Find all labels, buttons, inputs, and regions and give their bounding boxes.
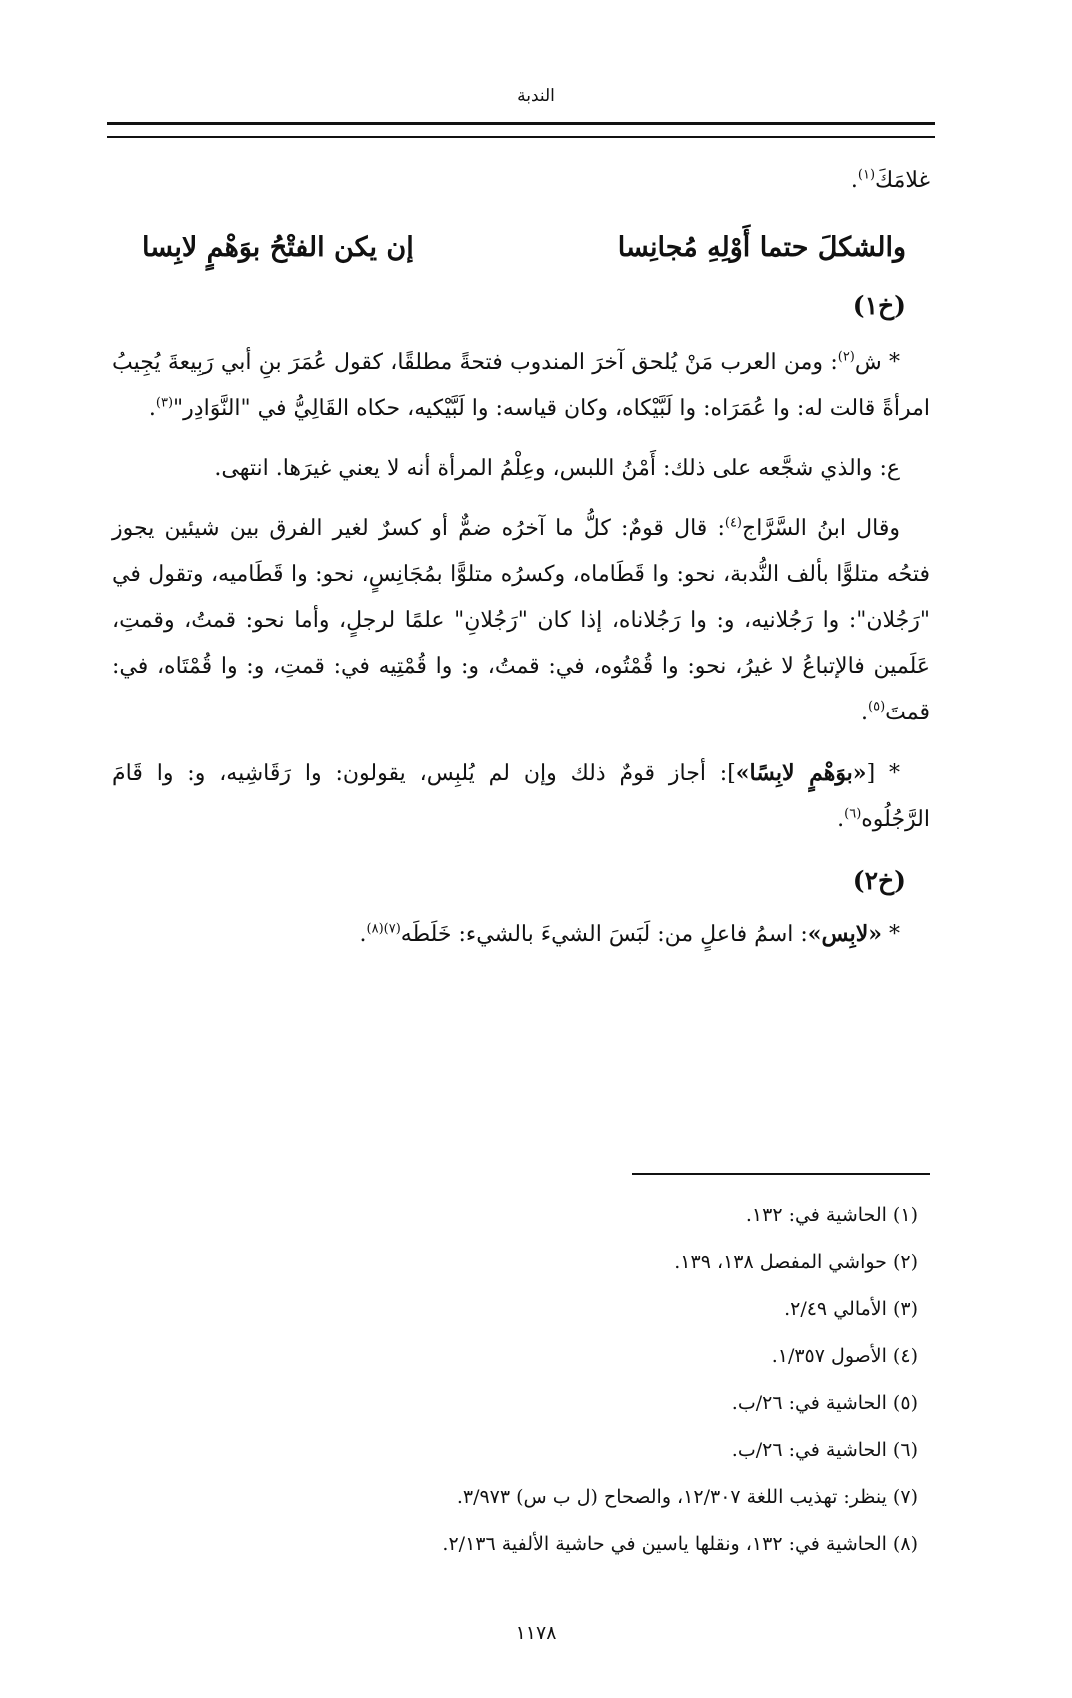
footnote: (٧) ينظر: تهذيب اللغة ١٢/٣٠٧، والصحاح (ل ب س) ٣/٩٧٣. (456, 1486, 918, 1508)
opening-word: غلامَكَ (875, 168, 930, 193)
verse-hemistich-first: والشكلَ حتما أَوْلِهِ مُجانِسا (617, 232, 906, 263)
paragraph-text: : اسمُ فاعلٍ من: لَبَسَ الشيءَ بالشيء: خَلَطَه (400, 922, 808, 947)
header-rule-thin (107, 136, 935, 138)
footnotes (112, 1192, 930, 1568)
manuscript-code: (خ٢) (852, 866, 906, 895)
footnote-ref: (٥) (868, 699, 886, 715)
punct: . (359, 922, 367, 947)
footnote: (٨) الحاشية في: ١٣٢، ونقلها ياسين في حاشية الألفية ٢/١٣٦. (442, 1533, 918, 1555)
opening-line (112, 158, 930, 204)
footnote: (١) الحاشية في: ١٣٢. (745, 1204, 918, 1226)
manuscript-code: (خ١) (852, 291, 906, 320)
paragraph-prefix: * [ (866, 761, 901, 786)
footnote-ref: (٢) (837, 349, 855, 365)
punct: . (861, 700, 869, 725)
footnote-ref: (٣) (155, 395, 174, 411)
footnote: (٢) حواشي المفصل ١٣٨، ١٣٩. (674, 1251, 918, 1273)
paragraph-text: : قال قومٌ: كلُّ ما آخرُه ضمٌّ أو كسرٌ لغير الفرق بين شيئين يجوز فتحُه متلوًّا بألف النُّدبة، نحو: وا قَطَاماه، وكسرُه متلوًّا بمُجَانِسٍ، نحو: وا قَطَاميه، وتقول في "رَجُلان": وا رَجُلانيه، و: وا رَجُلاناه، إذا كان "رَجُلانِ" علمًا لرجلٍ، وأما نحو: قمتُ، وقمتِ، عَلَمين فالإتباعُ لا غيرُ، نحو: وا قُمْتُوه، في: قمتُ، و: وا قُمْتِيه في: قمتِ، و: وا قُمْتَاه، في: قمتَ (112, 516, 930, 725)
footnote: (٣) الأمالي ٢/٤٩. (784, 1298, 918, 1320)
paragraph-lemma-2 (112, 911, 930, 958)
running-header: الندبة (517, 86, 555, 106)
punct: . (148, 396, 156, 421)
footnote-separator (632, 1173, 930, 1175)
footnote: (٤) الأصول ١/٣٥٧. (771, 1345, 918, 1367)
punct: . (837, 807, 845, 832)
main-text (112, 158, 930, 972)
paragraph-sharh (112, 340, 930, 432)
paragraph-prefix: * (882, 922, 900, 947)
paragraph-text: ]: أجاز قومٌ ذلك وإن لم يُلبِس، يقولون: وا رَقَاشِيه، و: وا قَامَ الرَّجُلُوه (112, 761, 930, 832)
paragraph-ain: ع: والذي شجَّعه على ذلك: أَمْنُ اللبس، وعِلْمُ المرأة أنه لا يعني غيرَها. انتهى. (214, 456, 900, 481)
punct: . (850, 168, 858, 193)
footnote-ref: (٧)(٨) (366, 921, 401, 937)
footnote-ref: (١) (857, 167, 876, 183)
footnote-ref: (٤) (724, 515, 742, 531)
header-rule-thick (107, 122, 935, 125)
paragraph-ibn-sarraj (112, 506, 930, 736)
verse (142, 220, 906, 276)
page-number: ١١٧٨ (515, 1622, 557, 1644)
footnote-ref: (٦) (844, 806, 862, 822)
footnote: (٦) الحاشية في: ٢٦/ب. (731, 1439, 918, 1461)
verse-hemistich-second: إن يكن الفتْحُ بوَهْمٍ لابِسا (142, 232, 414, 263)
paragraph-prefix: وقال ابنُ السَّرَّاج (742, 516, 900, 541)
paragraph-lemma-1 (112, 750, 930, 843)
paragraph-prefix: * ش (854, 350, 900, 375)
lemma: «بوَهْمٍ لابِسًا» (735, 760, 867, 786)
lemma: «لابِس» (807, 921, 882, 947)
paragraph-text: : ومن العرب مَنْ يُلحق آخرَ المندوب فتحةً مطلقًا، كقول عُمَرَ بنِ أبي رَبِيعةَ يُجِيبُ امرأةً قالت له: وا عُمَرَاه: وا لَبَّيْكاه، وكان قياسه: وا لَبَّيْكيه، حكاه القَالِيُّ في "النَّوَادِر" (112, 350, 930, 421)
footnote: (٥) الحاشية في: ٢٦/ب. (731, 1392, 918, 1414)
